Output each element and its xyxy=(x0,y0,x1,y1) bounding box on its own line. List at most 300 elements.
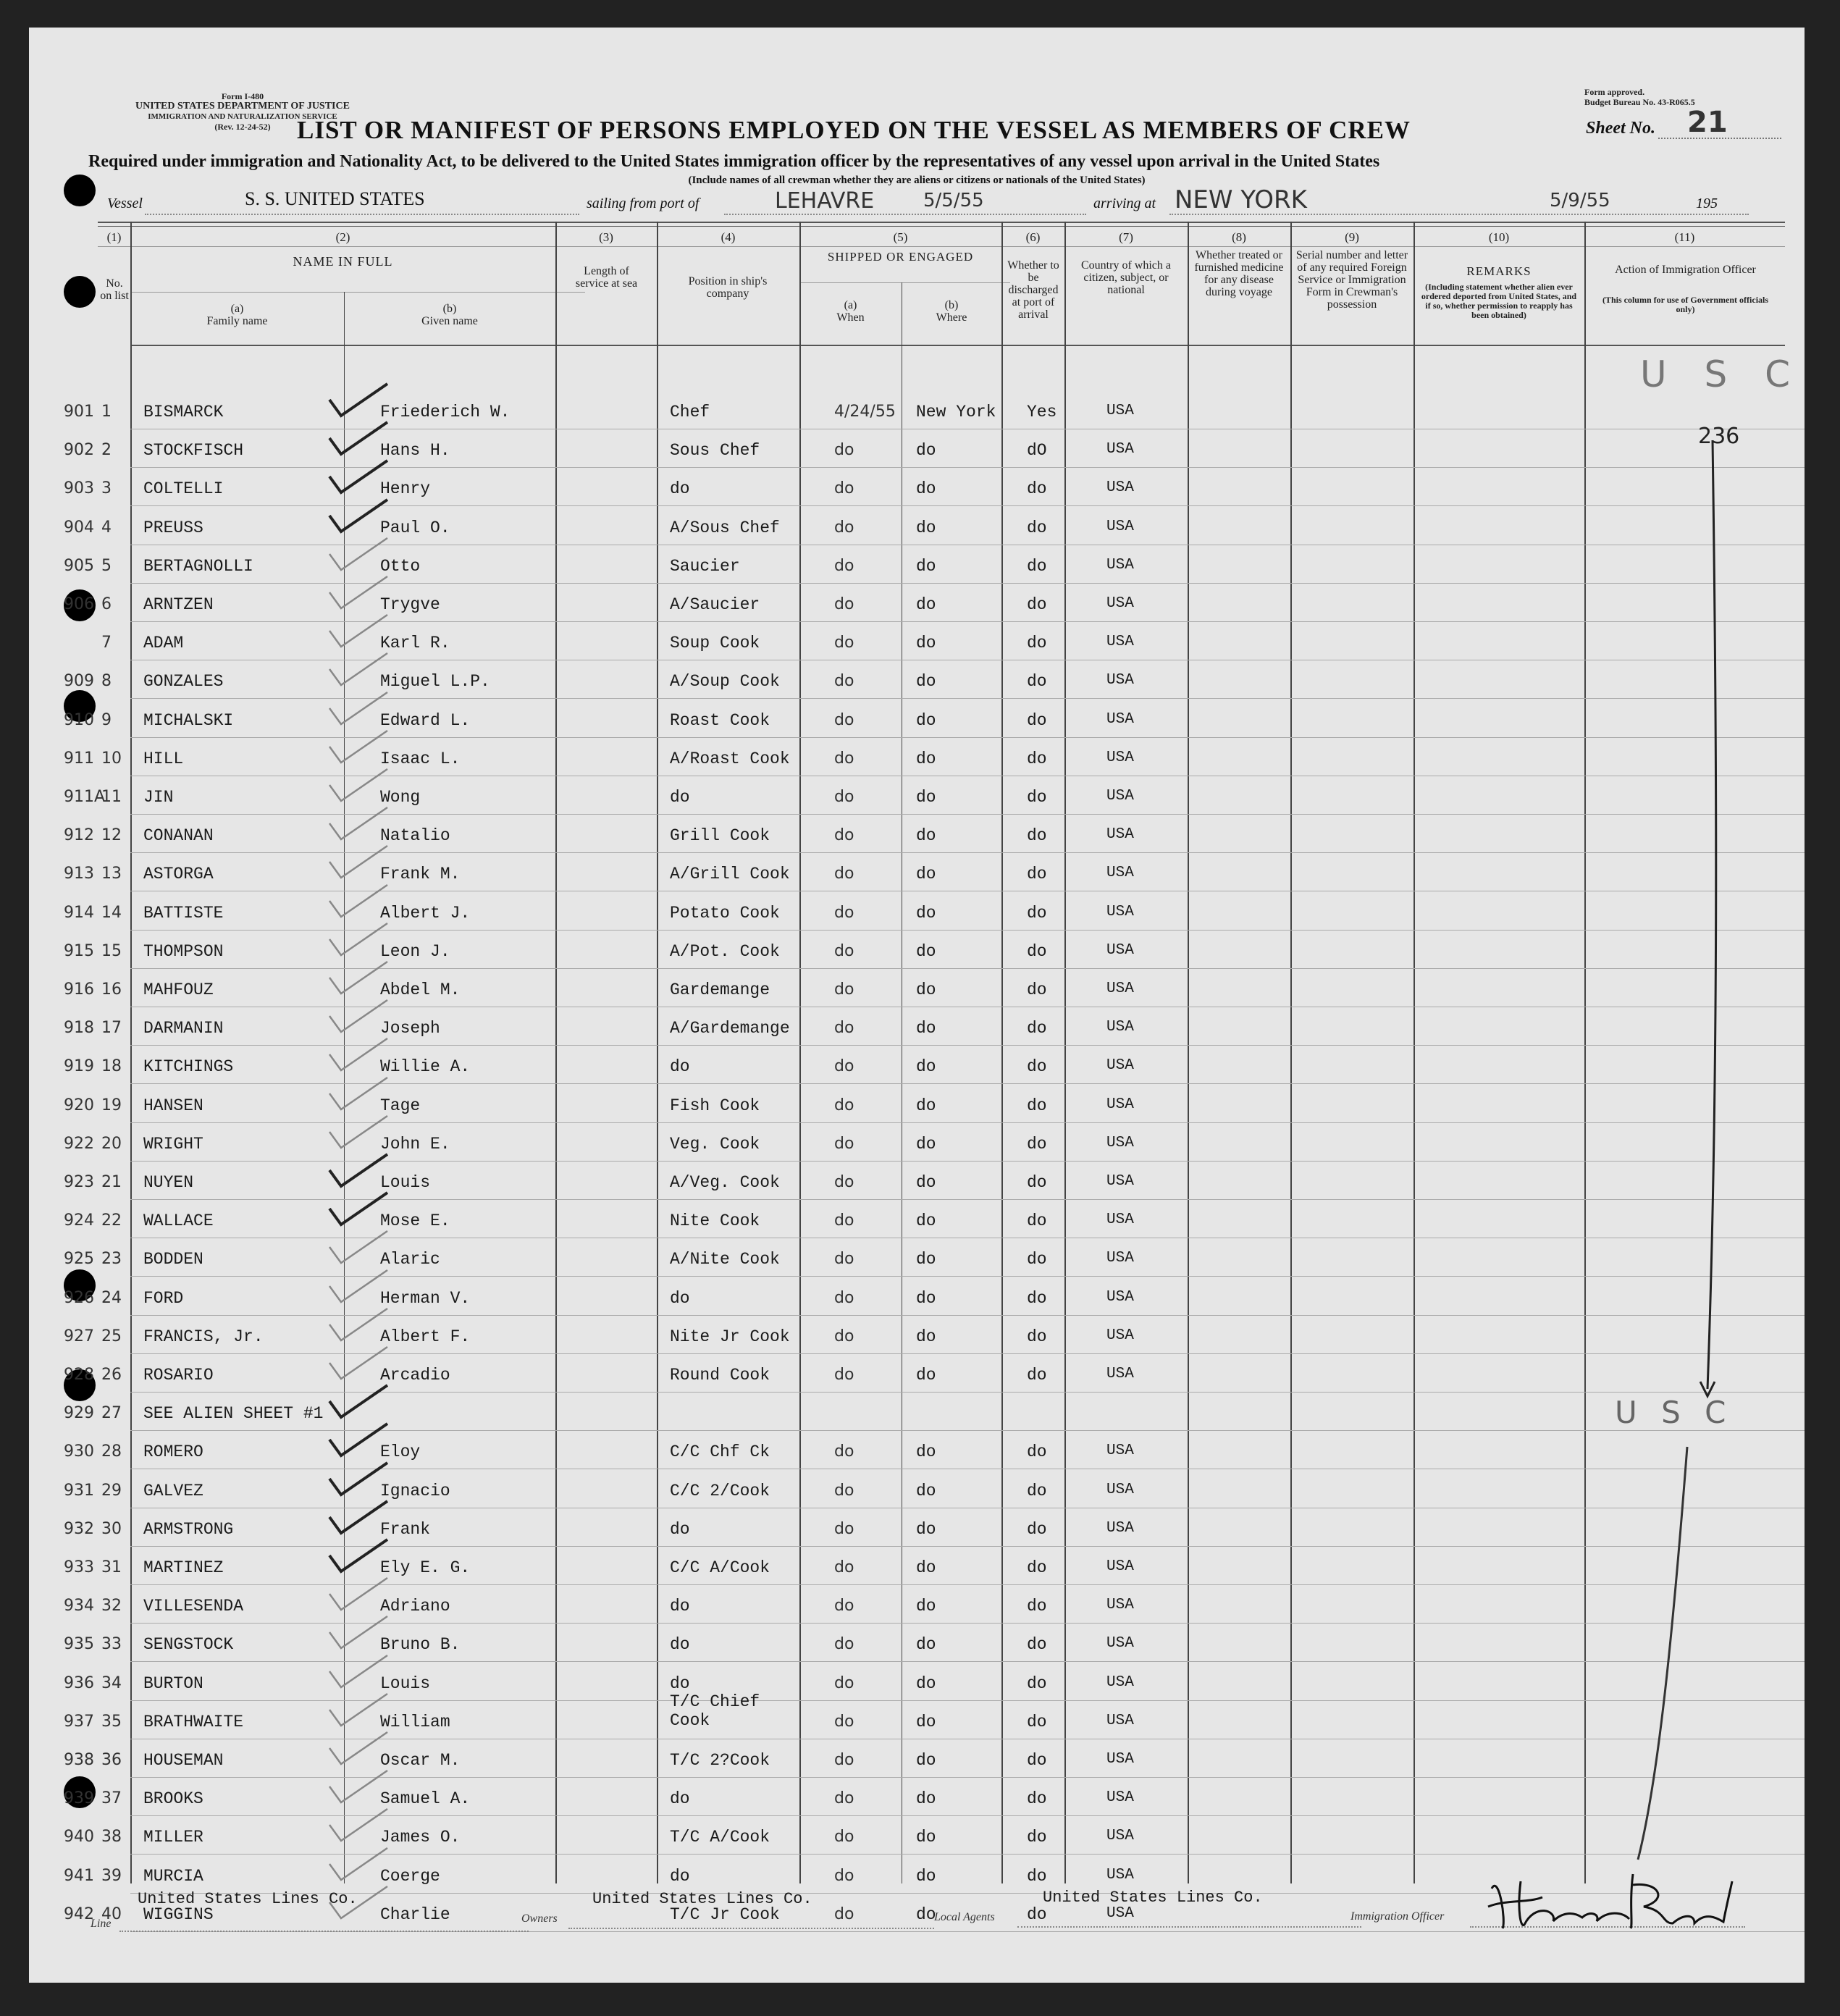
port-to: NEW YORK xyxy=(1175,185,1307,214)
discharge-flag: Yes xyxy=(1027,403,1057,421)
row-number: 32 xyxy=(101,1597,122,1615)
row-number: 21 xyxy=(101,1173,122,1191)
crew-row xyxy=(29,429,1805,468)
col-6-number: (6) xyxy=(1025,230,1041,244)
given-name: Friederich W. xyxy=(380,403,511,421)
shipped-when: do xyxy=(834,1173,854,1191)
position: A/Saucier xyxy=(670,595,760,614)
crew-row xyxy=(29,391,1805,429)
list-ref-number: 935 xyxy=(64,1635,94,1653)
manifest-title: LIST OR MANIFEST OF PERSONS EMPLOYED ON THE VESSEL AS MEMBERS OF CREW xyxy=(297,116,1411,144)
country: USA xyxy=(1106,1250,1134,1267)
col-3-number: (3) xyxy=(599,230,613,244)
check-mark-icon xyxy=(315,840,395,883)
country: USA xyxy=(1106,403,1134,419)
crew-row xyxy=(29,892,1805,931)
country: USA xyxy=(1106,980,1134,997)
given-name: Trygve xyxy=(380,595,440,614)
row-number: 38 xyxy=(101,1828,122,1846)
form-note: (Include names of all crewman whether they are aliens or citizens or nationals of the United States) xyxy=(688,175,1146,186)
discharge-flag: do xyxy=(1027,595,1047,614)
country: USA xyxy=(1106,634,1134,650)
country: USA xyxy=(1106,1558,1134,1575)
crew-row xyxy=(29,1739,1805,1778)
shipped-when: do xyxy=(834,1635,854,1653)
family-name: ROMERO xyxy=(143,1442,203,1461)
check-mark-icon xyxy=(315,1803,395,1847)
shipped-when: do xyxy=(834,1211,854,1230)
position: do xyxy=(670,1520,690,1539)
shipped-where: do xyxy=(916,904,936,923)
crew-row xyxy=(29,1046,1805,1084)
crew-row xyxy=(29,1123,1805,1162)
shipped-when: do xyxy=(834,1867,854,1885)
family-name: BRATHWAITE xyxy=(143,1713,244,1731)
family-name: PREUSS xyxy=(143,518,203,537)
list-ref-number: 902 xyxy=(64,441,94,459)
discharge-flag: do xyxy=(1027,634,1047,652)
check-mark-icon xyxy=(315,1688,395,1731)
given-name: Miguel L.P. xyxy=(380,672,490,691)
shipped-where: do xyxy=(916,634,936,652)
list-ref-number: 918 xyxy=(64,1019,94,1037)
crew-row xyxy=(29,1585,1805,1624)
check-mark-icon xyxy=(315,1264,395,1308)
shipped-when: do xyxy=(834,1096,854,1114)
discharge-flag: do xyxy=(1027,1635,1047,1654)
list-ref-number: 937 xyxy=(64,1713,94,1731)
discharge-flag: do xyxy=(1027,1019,1047,1038)
country: USA xyxy=(1106,1211,1134,1228)
row-number: 36 xyxy=(101,1751,122,1769)
check-mark-icon xyxy=(315,1726,395,1770)
sheet-number: 21 xyxy=(1687,106,1728,139)
country: USA xyxy=(1106,672,1134,689)
shipped-where: do xyxy=(916,557,936,576)
given-name: Isaac L. xyxy=(380,749,461,768)
given-name: Samuel A. xyxy=(380,1789,471,1808)
department-name: UNITED STATES DEPARTMENT OF JUSTICE xyxy=(135,101,350,112)
row-number: 20 xyxy=(101,1135,122,1153)
shipped-where: do xyxy=(916,1173,936,1192)
check-mark-icon xyxy=(315,1457,395,1500)
row-number: 17 xyxy=(101,1019,122,1037)
shipped-when: do xyxy=(834,1442,854,1461)
row-number: 24 xyxy=(101,1289,122,1307)
family-name: STOCKFISCH xyxy=(143,441,244,460)
position: Round Cook xyxy=(670,1366,770,1385)
list-ref-number: 926 xyxy=(64,1289,94,1307)
crew-row xyxy=(29,700,1805,738)
approval-line-2: Budget Bureau No. 43-R065.5 xyxy=(1584,97,1695,107)
country: USA xyxy=(1106,1289,1134,1306)
crew-row xyxy=(29,545,1805,584)
discharge-flag: do xyxy=(1027,749,1047,768)
list-ref-number: 936 xyxy=(64,1674,94,1692)
country: USA xyxy=(1106,1520,1134,1537)
given-name: James O. xyxy=(380,1828,461,1847)
family-name: WIGGINS xyxy=(143,1905,214,1924)
list-ref-number: 934 xyxy=(64,1597,94,1615)
discharge-flag: do xyxy=(1027,1520,1047,1539)
position: Soup Cook xyxy=(670,634,760,652)
shipped-where: do xyxy=(916,749,936,768)
usc-annotation-top: U S C xyxy=(1640,353,1804,395)
family-name: HOUSEMAN xyxy=(143,1751,224,1770)
list-ref-number: 911 xyxy=(64,749,94,768)
shipped-when: do xyxy=(834,672,854,690)
check-mark-icon xyxy=(315,1225,395,1269)
footer-owners-label: Owners xyxy=(521,1912,558,1925)
position: do xyxy=(670,1289,690,1308)
position: do xyxy=(670,1867,690,1886)
given-name: Albert F. xyxy=(380,1327,471,1346)
country: USA xyxy=(1106,1366,1134,1382)
shipped-where: do xyxy=(916,1135,936,1154)
country: USA xyxy=(1106,826,1134,843)
discharge-flag: do xyxy=(1027,980,1047,999)
col-5-header: SHIPPED OR ENGAGED xyxy=(827,250,974,264)
family-name: KITCHINGS xyxy=(143,1057,234,1076)
position: Fish Cook xyxy=(670,1096,760,1115)
crew-row xyxy=(29,1431,1805,1469)
position: do xyxy=(670,1057,690,1076)
list-ref-number: 931 xyxy=(64,1482,94,1500)
row-number: 18 xyxy=(101,1057,122,1075)
row-number: 5 xyxy=(101,557,112,575)
given-name: Adriano xyxy=(380,1597,450,1616)
row-number: 3 xyxy=(101,479,112,497)
given-name: Leon J. xyxy=(380,942,450,961)
country: USA xyxy=(1106,518,1134,535)
check-mark-icon xyxy=(315,647,395,691)
given-name: Frank xyxy=(380,1520,431,1539)
given-name: Ely E. G. xyxy=(380,1558,471,1577)
position: T/C A/Cook xyxy=(670,1828,770,1847)
discharge-flag: do xyxy=(1027,1828,1047,1847)
row-number: 31 xyxy=(101,1558,122,1576)
family-name: HANSEN xyxy=(143,1096,203,1115)
list-ref-number: 930 xyxy=(64,1442,94,1461)
row-number: 35 xyxy=(101,1713,122,1731)
shipped-when: do xyxy=(834,788,854,806)
shipped-where: do xyxy=(916,1558,936,1577)
shipped-where: do xyxy=(916,1366,936,1385)
country: USA xyxy=(1106,1713,1134,1729)
discharge-flag: do xyxy=(1027,1173,1047,1192)
count-annotation: 236 xyxy=(1698,424,1740,449)
crew-row xyxy=(29,1663,1805,1701)
position: C/C 2/Cook xyxy=(670,1482,770,1500)
row-number: 14 xyxy=(101,904,122,922)
col-11-note: (This column for use of Government officials only) xyxy=(1602,295,1769,314)
position: A/Gardemange xyxy=(670,1019,790,1038)
row-number: 22 xyxy=(101,1211,122,1230)
country: USA xyxy=(1106,1867,1134,1883)
sailing-label: sailing from port of xyxy=(587,196,700,211)
shipped-where: do xyxy=(916,1751,936,1770)
crew-row xyxy=(29,1007,1805,1046)
shipped-when: do xyxy=(834,1789,854,1807)
check-mark-icon xyxy=(315,1341,395,1385)
given-name: John E. xyxy=(380,1135,450,1154)
family-name: GALVEZ xyxy=(143,1482,203,1500)
position: T/C Jr Cook xyxy=(670,1905,780,1924)
shipped-where: do xyxy=(916,1520,936,1539)
shipped-when: do xyxy=(834,865,854,883)
shipped-where: do xyxy=(916,865,936,883)
crew-row xyxy=(29,815,1805,853)
col-6-header: Whether to be discharged at port of arrival xyxy=(1007,259,1059,321)
discharge-flag: do xyxy=(1027,826,1047,845)
row-number: 6 xyxy=(101,595,112,613)
position: T/C 2?Cook xyxy=(670,1751,770,1770)
family-name: WRIGHT xyxy=(143,1135,203,1154)
discharge-flag: do xyxy=(1027,942,1047,961)
footer-line-value: United States Lines Co. xyxy=(138,1890,358,1908)
list-ref-number: 938 xyxy=(64,1751,94,1769)
family-name: ASTORGA xyxy=(143,865,214,883)
check-mark-icon xyxy=(315,1842,395,1886)
col-5b-header: (b) Where xyxy=(936,299,967,324)
check-mark-icon xyxy=(315,416,395,460)
check-mark-icon xyxy=(315,1187,395,1230)
family-name: VILLESENDA xyxy=(143,1597,244,1616)
shipped-when: do xyxy=(834,518,854,537)
discharge-flag: do xyxy=(1027,1250,1047,1269)
country: USA xyxy=(1106,865,1134,881)
position: C/C A/Cook xyxy=(670,1558,770,1577)
country: USA xyxy=(1106,1327,1134,1344)
shipped-where: do xyxy=(916,1905,936,1924)
position: A/Roast Cook xyxy=(670,749,790,768)
shipped-when: do xyxy=(834,980,854,999)
crew-row xyxy=(29,1354,1805,1393)
list-ref-number: 940 xyxy=(64,1828,94,1846)
shipped-when: do xyxy=(834,1135,854,1153)
shipped-when: 4/24/55 xyxy=(834,403,896,421)
given-name: Wong xyxy=(380,788,421,807)
shipped-when: do xyxy=(834,711,854,729)
shipped-when: do xyxy=(834,1828,854,1846)
position: A/Soup Cook xyxy=(670,672,780,691)
discharge-flag: do xyxy=(1027,1289,1047,1308)
given-name: William xyxy=(380,1713,450,1731)
discharge-flag: do xyxy=(1027,1789,1047,1808)
family-name: NUYEN xyxy=(143,1173,194,1192)
family-name: MURCIA xyxy=(143,1867,203,1886)
country: USA xyxy=(1106,904,1134,920)
given-name: Edward L. xyxy=(380,711,471,730)
shipped-where: do xyxy=(916,711,936,730)
family-name: SENGSTOCK xyxy=(143,1635,234,1654)
family-name: BROOKS xyxy=(143,1789,203,1808)
position: do xyxy=(670,1635,690,1654)
list-ref-number: 911A xyxy=(64,788,106,806)
family-name: BERTAGNOLLI xyxy=(143,557,253,576)
col-7-number: (7) xyxy=(1119,230,1133,244)
given-name: Paul O. xyxy=(380,518,450,537)
form-number: Form I-480 xyxy=(221,91,264,101)
discharge-flag: do xyxy=(1027,1751,1047,1770)
shipped-when: do xyxy=(834,749,854,768)
family-name: MICHALSKI xyxy=(143,711,234,730)
row-number: 19 xyxy=(101,1096,122,1114)
family-name: FORD xyxy=(143,1289,184,1308)
discharge-flag: do xyxy=(1027,1558,1047,1577)
family-name: BODDEN xyxy=(143,1250,203,1269)
check-mark-icon xyxy=(315,378,395,421)
family-name: WALLACE xyxy=(143,1211,214,1230)
position: Saucier xyxy=(670,557,740,576)
shipped-where: do xyxy=(916,1327,936,1346)
family-name: SEE ALIEN SHEET #1 xyxy=(143,1404,324,1423)
crew-row xyxy=(29,1547,1805,1585)
check-mark-icon xyxy=(315,571,395,614)
check-mark-icon xyxy=(315,1650,395,1693)
row-number: 2 xyxy=(101,441,112,459)
usc-annotation-bottom: U S C xyxy=(1615,1395,1734,1430)
crew-row xyxy=(29,738,1805,776)
position: A/Veg. Cook xyxy=(670,1173,780,1192)
given-name: Coerge xyxy=(380,1867,440,1886)
list-ref-number: 925 xyxy=(64,1250,94,1268)
country: USA xyxy=(1106,1905,1134,1922)
col-7-header: Country of which a citizen, subject, or national xyxy=(1081,259,1171,296)
shipped-where: do xyxy=(916,980,936,999)
form-subtitle: Required under immigration and Nationality Act, to be delivered to the United States immigration officer by the representatives of any vessel upon arrival in the United States xyxy=(88,152,1380,171)
shipped-when: do xyxy=(834,1520,854,1538)
given-name: Hans H. xyxy=(380,441,450,460)
col-9-header: Serial number and letter of any required Foreign Service or Immigration Form in Crewman's possession xyxy=(1295,249,1408,311)
col-8-number: (8) xyxy=(1232,230,1246,244)
check-mark-icon xyxy=(315,1033,395,1076)
list-ref-number: 924 xyxy=(64,1211,94,1230)
row-number: 13 xyxy=(101,865,122,883)
check-mark-icon xyxy=(315,994,395,1038)
col-11-number: (11) xyxy=(1674,230,1695,244)
list-ref-number: 904 xyxy=(64,518,94,537)
family-name: BURTON xyxy=(143,1674,203,1693)
shipped-when: do xyxy=(834,1366,854,1384)
approval-block xyxy=(1584,87,1695,107)
col-2b-header: (b) Given name xyxy=(421,303,478,327)
check-mark-icon xyxy=(315,1765,395,1808)
col-3-header: Length of service at sea xyxy=(575,265,638,290)
discharge-flag: do xyxy=(1027,479,1047,498)
position: Nite Jr Cook xyxy=(670,1327,790,1346)
list-ref-number: 901 xyxy=(64,403,94,421)
crew-row xyxy=(29,507,1805,545)
check-mark-icon xyxy=(315,1534,395,1577)
position: Chef xyxy=(670,403,710,421)
family-name: BATTISTE xyxy=(143,904,224,923)
col-1-header: No. on list xyxy=(100,277,129,302)
given-name: Mose E. xyxy=(380,1211,450,1230)
given-name: Henry xyxy=(380,479,431,498)
country: USA xyxy=(1106,441,1134,458)
year-suffix: 195 xyxy=(1696,196,1718,211)
family-name: ARMSTRONG xyxy=(143,1520,234,1539)
list-ref-number: 910 xyxy=(64,711,94,729)
discharge-flag: do xyxy=(1027,788,1047,807)
check-mark-icon xyxy=(315,917,395,961)
row-number: 26 xyxy=(101,1366,122,1384)
crew-row xyxy=(29,1316,1805,1354)
list-ref-number: 906 xyxy=(64,595,94,613)
shipped-where: do xyxy=(916,441,936,460)
list-ref-number: 939 xyxy=(64,1789,94,1807)
list-ref-number: 915 xyxy=(64,942,94,960)
given-name: Abdel M. xyxy=(380,980,461,999)
family-name: MARTINEZ xyxy=(143,1558,224,1577)
country: USA xyxy=(1106,749,1134,766)
position: Gardemange xyxy=(670,980,770,999)
position: A/Pot. Cook xyxy=(670,942,780,961)
check-mark-icon xyxy=(315,1379,395,1423)
check-mark-icon xyxy=(315,609,395,652)
row-number: 28 xyxy=(101,1442,122,1461)
shipped-when: do xyxy=(834,557,854,575)
crew-row xyxy=(29,1692,1805,1739)
row-number: 25 xyxy=(101,1327,122,1345)
given-name: Tage xyxy=(380,1096,421,1115)
shipped-where: do xyxy=(916,479,936,498)
row-number: 37 xyxy=(101,1789,122,1807)
list-ref-number: 942 xyxy=(64,1905,94,1923)
discharge-flag: do xyxy=(1027,518,1047,537)
shipped-where: do xyxy=(916,1211,936,1230)
shipped-when: do xyxy=(834,1558,854,1576)
shipped-when: do xyxy=(834,1674,854,1692)
col-10-number: (10) xyxy=(1488,230,1510,244)
approval-line-1: Form approved. xyxy=(1584,87,1645,97)
shipped-where: do xyxy=(916,1674,936,1693)
footer-owners-value: United States Lines Co. xyxy=(592,1890,812,1908)
shipped-when: do xyxy=(834,479,854,497)
crew-row xyxy=(29,1508,1805,1547)
given-name: Oscar M. xyxy=(380,1751,461,1770)
shipped-where: do xyxy=(916,1057,936,1076)
family-name: ROSARIO xyxy=(143,1366,214,1385)
row-number: 4 xyxy=(101,518,112,537)
check-mark-icon xyxy=(315,879,395,923)
footer-officer-label: Immigration Officer xyxy=(1350,1910,1445,1923)
country: USA xyxy=(1106,479,1134,496)
row-number: 29 xyxy=(101,1482,122,1500)
list-ref-number: 923 xyxy=(64,1173,94,1191)
discharge-flag: do xyxy=(1027,711,1047,730)
list-ref-number: 928 xyxy=(64,1366,94,1384)
given-name: Otto xyxy=(380,557,421,576)
discharge-flag: do xyxy=(1027,1905,1047,1924)
discharge-flag: do xyxy=(1027,1867,1047,1886)
discharge-flag: do xyxy=(1027,1442,1047,1461)
position: A/Sous Chef xyxy=(670,518,780,537)
crew-row xyxy=(29,776,1805,815)
position: Grill Cook xyxy=(670,826,770,845)
discharge-flag: do xyxy=(1027,672,1047,691)
shipped-where: do xyxy=(916,1019,936,1038)
row-number: 33 xyxy=(101,1635,122,1653)
discharge-flag: do xyxy=(1027,1366,1047,1385)
country: USA xyxy=(1106,942,1134,959)
row-number: 23 xyxy=(101,1250,122,1268)
discharge-flag: do xyxy=(1027,1597,1047,1616)
given-name: Herman V. xyxy=(380,1289,471,1308)
list-ref-number: 927 xyxy=(64,1327,94,1345)
country: USA xyxy=(1106,1096,1134,1113)
